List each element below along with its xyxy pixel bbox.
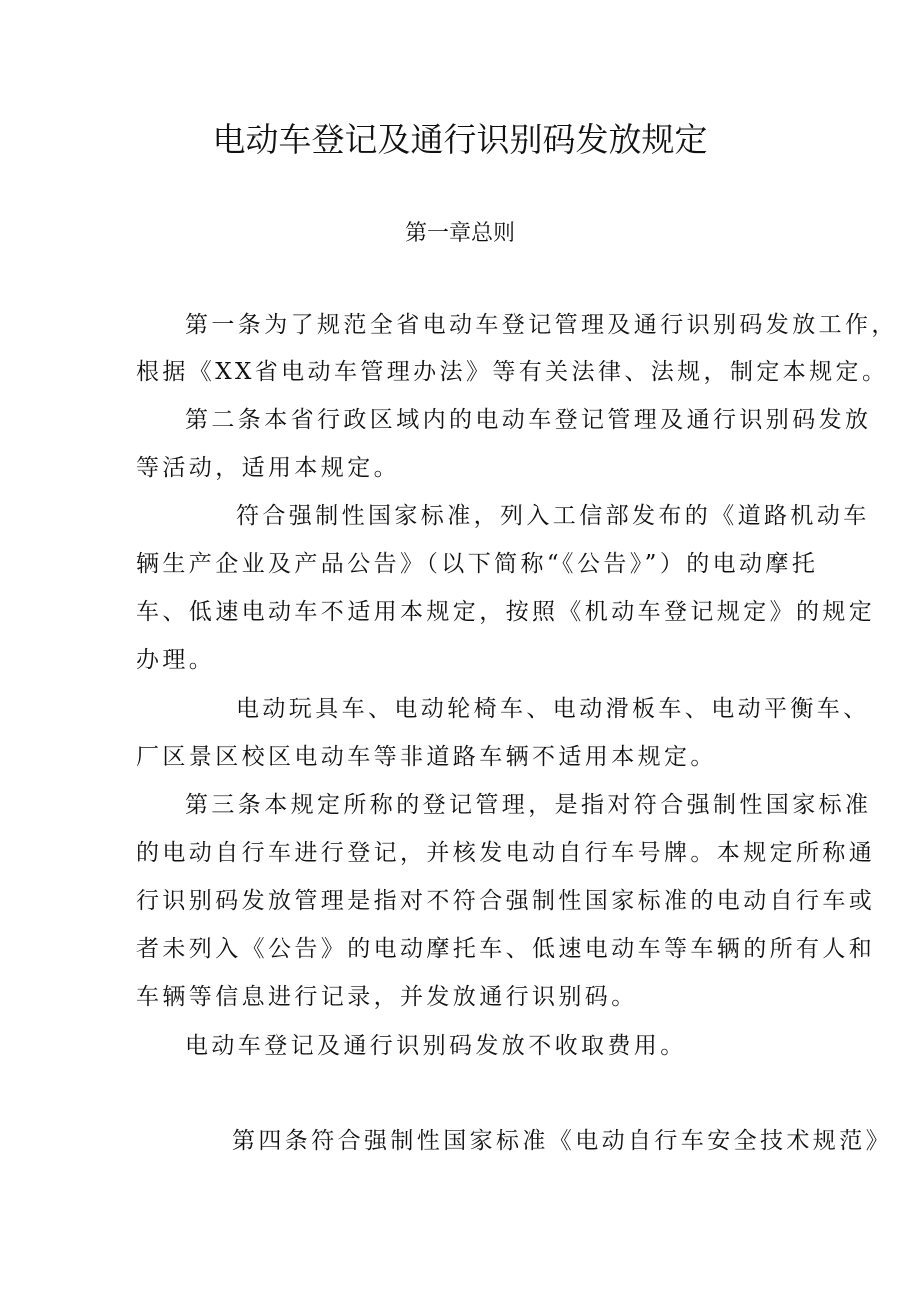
paragraph-line: 第三条本规定所称的登记管理，是指对符合强制性国家标准 [185, 792, 872, 818]
paragraph-line: 者未列入《公告》的电动摩托车、低速电动车等车辆的所有人和 [136, 936, 876, 962]
paragraph-line: 第四条符合强制性国家标准《电动自行车安全技术规范》 [232, 1128, 892, 1154]
paragraph-line: 辆生产企业及产品公告》（以下简称“《公告》”）的电动摩托 [136, 551, 819, 577]
paragraph-line: 根据《XX省电动车管理办法》等有关法律、法规，制定本规定。 [136, 359, 889, 385]
paragraph-line: 厂区景区校区电动车等非道路车辆不适用本规定。 [136, 744, 717, 770]
paragraph-line: 车、低速电动车不适用本规定，按照《机动车登记规定》的规定 [136, 599, 876, 625]
paragraph-line: 的电动自行车进行登记，并核发电动自行车号牌。本规定所称通 [136, 840, 876, 866]
paragraph-line: 办理。 [136, 647, 216, 673]
paragraph-line: 符合强制性国家标准，列入工信部发布的《道路机动车 [236, 503, 870, 529]
paragraph-line: 车辆等信息进行记录，并发放通行识别码。 [136, 984, 638, 1010]
paragraph-line: 第二条本省行政区域内的电动车登记管理及通行识别码发放 [185, 407, 872, 433]
paragraph-line: 电动车登记及通行识别码发放不收取费用。 [185, 1033, 687, 1059]
document-title: 电动车登记及通行识别码发放规定 [212, 120, 708, 159]
chapter-heading: 第一章总则 [404, 221, 515, 246]
paragraph-line: 等活动，适用本规定。 [136, 455, 400, 481]
paragraph-line: 第一条为了规范全省电动车登记管理及通行识别码发放工作， [185, 312, 898, 338]
paragraph-line: 电动玩具车、电动轮椅车、电动滑板车、电动平衡车、 [236, 696, 870, 722]
paragraph-line: 行识别码发放管理是指对不符合强制性国家标准的电动自行车或 [136, 888, 876, 914]
